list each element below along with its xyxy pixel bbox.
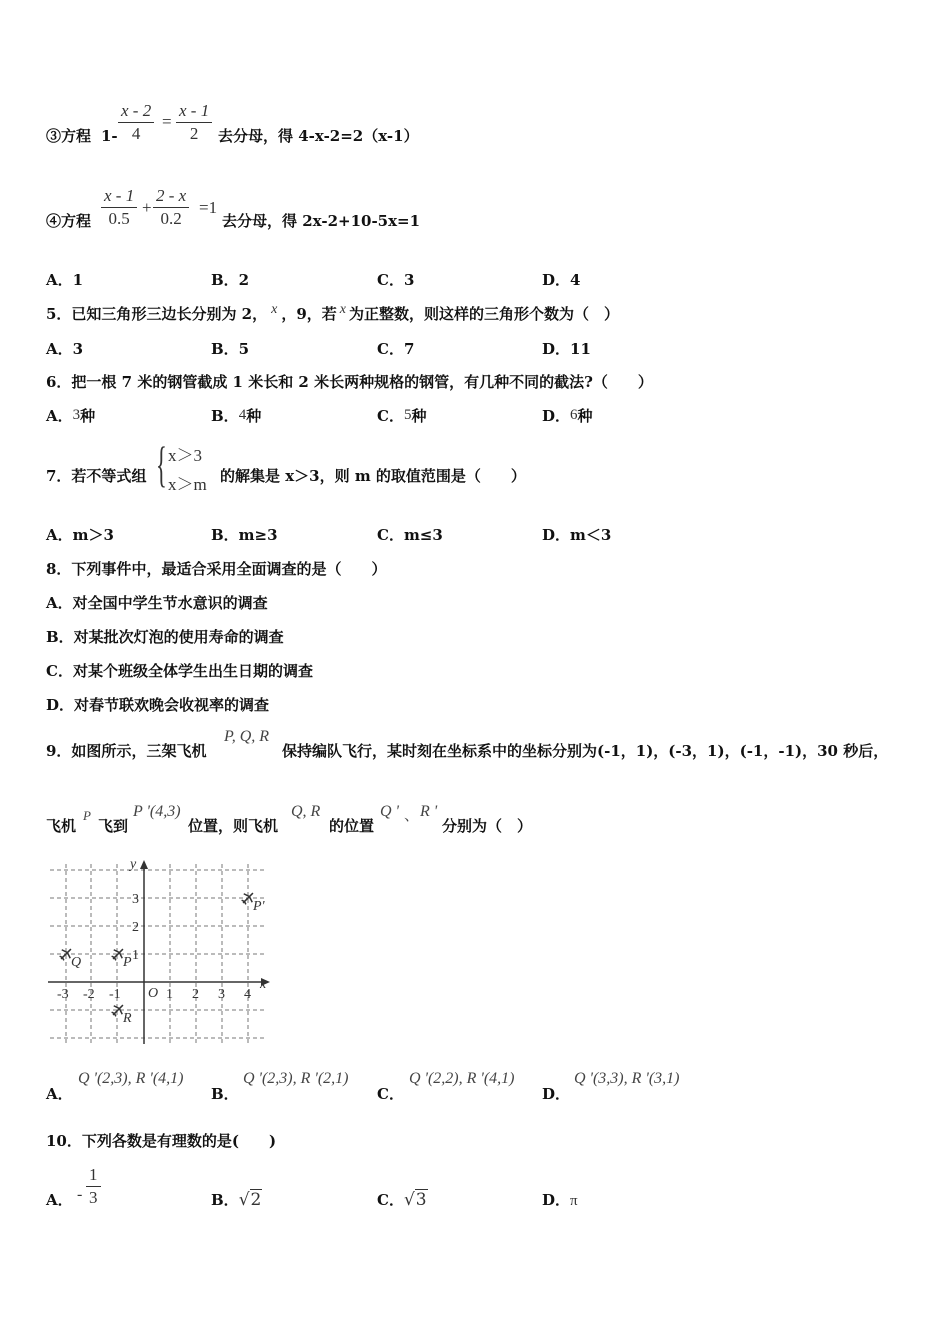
q9-coordinate-graph [44, 856, 280, 1046]
q9-x-axis-label: x [260, 977, 267, 992]
q9-point-label: P' [253, 899, 265, 914]
q9-var-p: P [83, 808, 91, 823]
q5-option-b[interactable]: B．5 [211, 340, 250, 358]
q9-vars-pqr: P, Q, R [224, 728, 270, 745]
q6-option-a[interactable]: A．3种 [46, 407, 96, 425]
item4-fraction-2: $\frac{2 - x}{0.2}$ [153, 185, 189, 230]
q8-option-a[interactable]: A．对全国中学生节水意识的调查 [46, 594, 268, 612]
q9-q-prime: Q ' [380, 803, 399, 820]
q7-brace: { [156, 436, 167, 492]
q9-option-b-value: Q '(2,3), R '(2,1) [243, 1070, 349, 1087]
q9-option-d-value: Q '(3,3), R '(3,1) [574, 1070, 680, 1087]
q6-option-b[interactable]: B．4种 [211, 407, 262, 425]
q4-option-d[interactable]: D．4 [542, 271, 581, 289]
q10-option-a-sign: - [77, 1186, 83, 1203]
item4-marker: ④方程 [46, 212, 92, 230]
q4-option-c[interactable]: C．3 [377, 271, 415, 289]
item4-text: 去分母，得 2x-2+10-5x=1 [222, 212, 421, 230]
item3-equals: = [162, 112, 172, 131]
q9-y-tick-label: 3 [132, 892, 139, 907]
q9-x-tick-label: -1 [109, 987, 121, 1002]
q10-stem: 10．下列各数是有理数的是( ) [46, 1132, 277, 1150]
item3-marker: ③方程 [46, 127, 92, 145]
q6-stem: 6．把一根 7 米的钢管截成 1 米长和 2 米长两种规格的钢管，有几种不同的截法?（ ） [46, 373, 653, 391]
item4-fraction-1: $\frac{x - 1}{0.5}$ [101, 185, 137, 230]
q9-option-a[interactable]: A． [46, 1085, 73, 1103]
q9-point-label: Q [71, 955, 82, 970]
q9-p-prime: P '(4,3) [133, 803, 181, 820]
q9-x-tick-label: -3 [57, 987, 69, 1002]
q9-x-tick-label: -2 [83, 987, 95, 1002]
q9-x-tick-label: 2 [192, 987, 199, 1002]
item4-rhs: =1 [199, 198, 218, 217]
q10-option-b[interactable]: B．√2 [211, 1190, 262, 1210]
q9-y-axis-label: y [130, 857, 137, 872]
q8-option-c[interactable]: C．对某个班级全体学生出生日期的调查 [46, 662, 313, 680]
q9-qr: Q, R [291, 803, 321, 820]
q7-option-a[interactable]: A．m＞3 [46, 526, 114, 544]
q9-option-c-value: Q '(2,2), R '(4,1) [409, 1070, 515, 1087]
q9-option-b[interactable]: B． [211, 1085, 239, 1103]
q9-x-tick-label: 3 [218, 987, 225, 1002]
q5-option-c[interactable]: C．7 [377, 340, 415, 358]
q9-line2-d: 的位置 [329, 817, 375, 835]
q7-option-d[interactable]: D．m＜3 [542, 526, 612, 544]
q6-option-d[interactable]: D．6种 [542, 407, 593, 425]
item4-plus: + [142, 198, 152, 217]
q9-line2-e: 分别为（ ） [442, 817, 533, 835]
q9-option-a-value: Q '(2,3), R '(4,1) [78, 1070, 184, 1087]
q9-line2-b: 飞到 [98, 817, 129, 835]
q9-y-arrow [140, 860, 148, 869]
q6-option-c[interactable]: C．5种 [377, 407, 427, 425]
q9-origin-label: O [148, 986, 159, 1001]
item3-fraction-1: $\frac{x - 2}{4}$ [118, 100, 154, 145]
q7-inequality-2: x＞m [168, 475, 207, 494]
q5-option-d[interactable]: D．11 [542, 340, 591, 358]
item3-fraction-2: $\frac{x - 1}{2}$ [176, 100, 212, 145]
q7-stem-part2: 的解集是 x＞3，则 m 的取值范围是（ ） [220, 467, 526, 485]
q9-point-label: R [123, 1011, 132, 1026]
q9-point-label: P [123, 955, 132, 970]
q7-inequality-1: x＞3 [168, 446, 202, 465]
q10-option-a[interactable]: A． [46, 1191, 73, 1209]
q9-y-tick-label: 2 [132, 920, 139, 935]
q10-option-b-sqrt: √2 [238, 1190, 262, 1210]
q10-option-c[interactable]: C．√3 [377, 1190, 427, 1210]
q8-option-b[interactable]: B．对某批次灯泡的使用寿命的调查 [46, 628, 284, 646]
item3-text: 去分母，得 4-x-2=2（x-1） [218, 127, 419, 145]
q8-option-d[interactable]: D．对春节联欢晚会收视率的调查 [46, 696, 270, 714]
q8-stem: 8．下列事件中，最适合采用全面调查的是（ ） [46, 560, 387, 578]
q10-option-c-sqrt: √3 [403, 1190, 427, 1210]
q5-stem: 5．已知三角形三边长分别为 2， x ，9，若 x 为正整数，则这样的三角形个数为（ ） [46, 302, 619, 323]
q9-stem-part2: 保持编队飞行，某时刻在坐标系中的坐标分别为(-1，1)，(-3，1)，(-1，-1)，30 秒后， [282, 742, 889, 760]
q4-option-a[interactable]: A．1 [46, 271, 84, 289]
item3-lhs-prefix: 1- [101, 127, 118, 145]
q10-option-d[interactable]: D．π [542, 1191, 578, 1209]
q9-r-prime: R ' [420, 803, 438, 820]
q5-option-a[interactable]: A．3 [46, 340, 84, 358]
q4-option-b[interactable]: B．2 [211, 271, 250, 289]
q9-separator: 、 [404, 806, 420, 824]
q7-option-b[interactable]: B．m≥3 [211, 526, 278, 544]
q9-option-d[interactable]: D． [542, 1085, 571, 1103]
q9-line2-c: 位置，则飞机 [188, 817, 279, 835]
q7-option-c[interactable]: C．m≤3 [377, 526, 443, 544]
q9-y-tick-label: 1 [132, 948, 139, 963]
q10-option-a-fraction: $\frac{1}{3}$ [86, 1164, 101, 1209]
q9-x-tick-label: 4 [244, 987, 251, 1002]
q9-option-c[interactable]: C． [377, 1085, 404, 1103]
q9-grid [50, 864, 266, 1044]
q9-line2-a: 飞机 [46, 817, 77, 835]
q9-x-tick-label: 1 [166, 987, 173, 1002]
q9-stem-part1: 9．如图所示，三架飞机 [46, 742, 207, 760]
q7-stem-part1: 7．若不等式组 [46, 467, 147, 485]
